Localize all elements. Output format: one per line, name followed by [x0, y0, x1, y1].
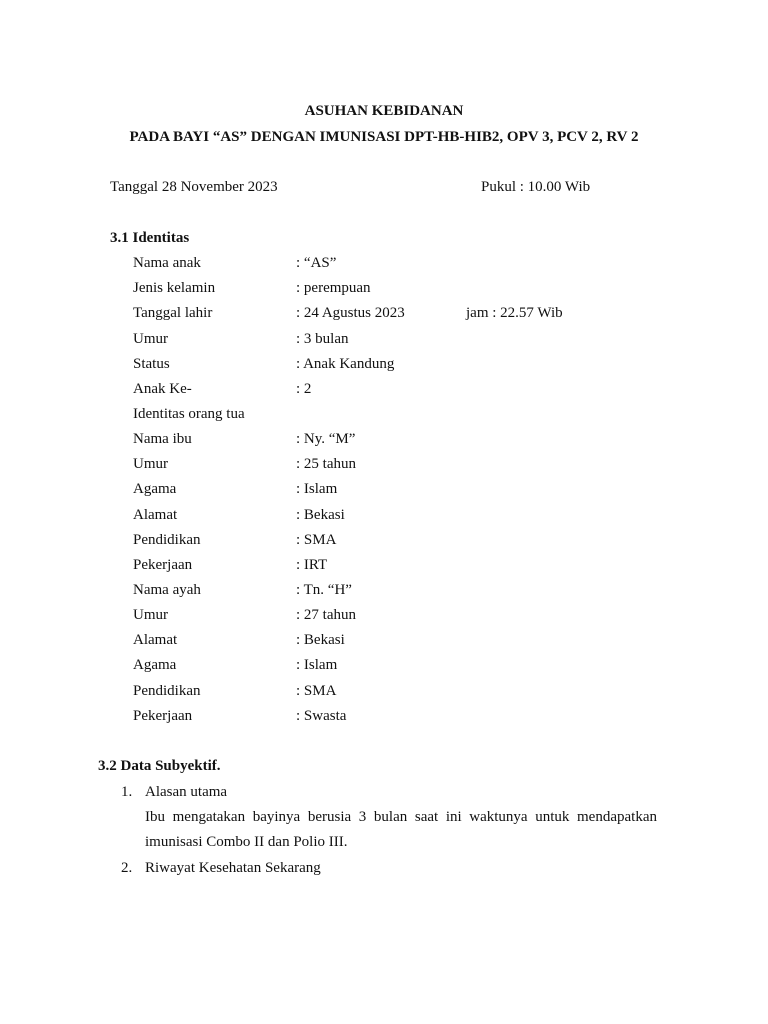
section-subjektif-heading: 3.2 Data Subyektif.: [98, 758, 221, 774]
row-label: Pekerjaan: [133, 708, 193, 724]
row-label: Umur: [133, 331, 168, 347]
row-value: : Islam: [296, 481, 338, 497]
list-item-title: Alasan utama: [145, 784, 228, 800]
row-value: : Bekasi: [296, 507, 345, 523]
row-label: Tanggal lahir: [133, 305, 213, 321]
row-value: : 25 tahun: [296, 456, 356, 472]
row-label: Identitas orang tua: [133, 406, 245, 422]
list-item-body-line: imunisasi Combo II dan Polio III.: [145, 834, 348, 850]
document-subtitle: PADA BAYI “AS” DENGAN IMUNISASI DPT-HB-HIB2, OPV 3, PCV 2, RV 2: [129, 129, 639, 145]
list-item-body-line: Ibu mengatakan bayinya berusia 3 bulan saat ini waktunya untuk mendapatkan: [145, 809, 657, 825]
list-item-title: Riwayat Kesehatan Sekarang: [145, 860, 321, 876]
row-label: Nama ibu: [133, 431, 192, 447]
row-label: Nama ayah: [133, 582, 201, 598]
row-value: : Tn. “H”: [296, 582, 352, 598]
row-label: Alamat: [133, 507, 178, 523]
row-label: Alamat: [133, 632, 178, 648]
row-value: : Swasta: [296, 708, 347, 724]
row-label: Nama anak: [133, 255, 201, 271]
row-value: : perempuan: [296, 280, 371, 296]
section-identitas-heading: 3.1 Identitas: [110, 230, 190, 246]
row-value: : SMA: [296, 532, 337, 548]
row-label: Jenis kelamin: [133, 280, 216, 296]
row-value: : Bekasi: [296, 632, 345, 648]
list-item-number: 1.: [121, 784, 133, 800]
row-label: Pekerjaan: [133, 557, 193, 573]
list-item-number: 2.: [121, 860, 133, 876]
row-value: : Islam: [296, 657, 338, 673]
row-value: : IRT: [296, 557, 328, 573]
row-label: Pendidikan: [133, 532, 201, 548]
row-value: : “AS”: [296, 255, 337, 271]
row-value: : 24 Agustus 2023: [296, 305, 405, 321]
row-label: Anak Ke-: [133, 381, 192, 397]
row-extra: jam : 22.57 Wib: [466, 305, 563, 321]
row-label: Agama: [133, 657, 177, 673]
row-label: Umur: [133, 456, 168, 472]
row-value: : SMA: [296, 683, 337, 699]
date-text: Tanggal 28 November 2023: [110, 179, 278, 195]
row-label: Agama: [133, 481, 177, 497]
row-label: Status: [133, 356, 170, 372]
row-label: Umur: [133, 607, 168, 623]
time-text: Pukul : 10.00 Wib: [481, 179, 591, 195]
row-label: Pendidikan: [133, 683, 201, 699]
row-value: : Anak Kandung: [296, 356, 395, 372]
row-value: : 3 bulan: [296, 331, 349, 347]
row-value: : Ny. “M”: [296, 431, 356, 447]
document-title: ASUHAN KEBIDANAN: [304, 103, 464, 119]
row-value: : 27 tahun: [296, 607, 356, 623]
row-value: : 2: [296, 381, 312, 397]
